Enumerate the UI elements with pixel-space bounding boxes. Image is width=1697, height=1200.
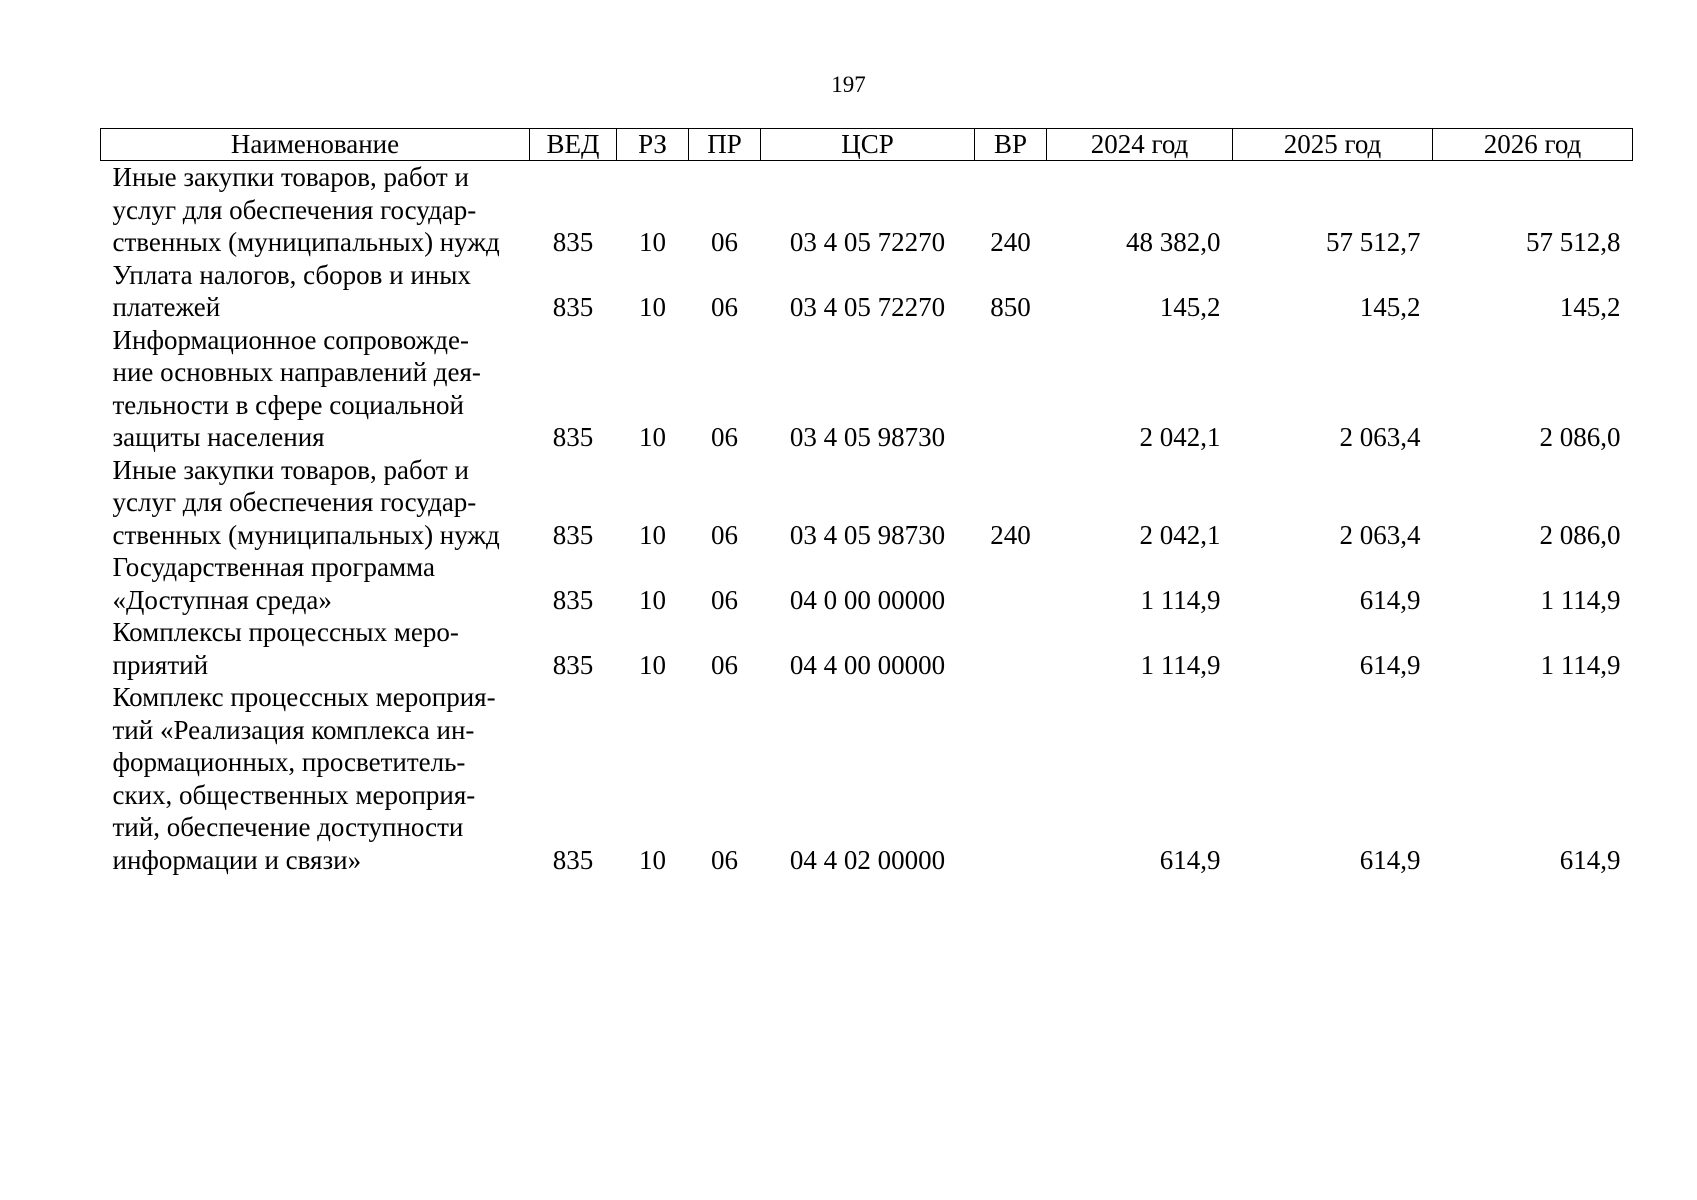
row-ved: 835 (552, 227, 594, 257)
header-vr: ВР (975, 129, 1047, 161)
row-2025: 145,2 (1359, 292, 1421, 322)
table-row (101, 161, 1633, 259)
header-ved: ВЕД (530, 129, 617, 161)
row-name-line: формационных, просветитель- (112, 747, 466, 777)
row-name-line: «Доступная среда» (112, 584, 332, 615)
table-row (101, 454, 1633, 552)
row-name-line: информации и связи» (112, 844, 362, 875)
row-name-line: платежей (112, 292, 221, 322)
row-pr: 06 (711, 227, 738, 257)
table-header (101, 129, 1633, 161)
row-rz: 10 (639, 227, 666, 257)
row-2024: 1 114,9 (1140, 649, 1221, 680)
row-name-line: Комплексы процессных меро- (112, 617, 459, 647)
row-name-line: Иные закупки товаров, работ и (112, 162, 469, 192)
row-2026: 57 512,8 (1526, 227, 1621, 257)
row-rz: 10 (639, 649, 666, 680)
row-2024: 48 382,0 (1126, 227, 1221, 257)
row-csr: 03 4 05 72270 (789, 227, 946, 257)
row-name-line: услуг для обеспечения государ- (112, 487, 477, 517)
row-name-line: тий, обеспечение доступности (112, 812, 464, 842)
row-name (101, 551, 530, 616)
row-2026: 1 114,9 (1540, 649, 1621, 680)
header-pr: ПР (689, 129, 761, 161)
row-2024: 614,9 (1159, 844, 1221, 875)
row-vr (975, 681, 1047, 876)
row-ved: 835 (552, 519, 594, 550)
page-number: 197 (831, 72, 866, 97)
row-name-line: ние основных направлений дея- (112, 357, 481, 387)
row-csr: 04 4 02 00000 (789, 844, 946, 875)
row-2024: 2 042,1 (1139, 422, 1221, 452)
row-name-line: Иные закупки товаров, работ и (112, 454, 469, 485)
row-rz: 10 (639, 422, 666, 452)
row-2024: 145,2 (1159, 292, 1221, 322)
row-name-line: услуг для обеспечения государ- (112, 194, 477, 225)
row-2026: 1 114,9 (1540, 584, 1621, 615)
header-2026: 2026 год (1433, 129, 1633, 161)
row-ved: 835 (552, 292, 594, 322)
row-csr: 04 0 00 00000 (789, 584, 946, 615)
row-vr: 240 (990, 227, 1031, 257)
table-row (101, 616, 1633, 681)
row-2025: 2 063,4 (1339, 519, 1421, 550)
row-2025: 614,9 (1359, 649, 1421, 680)
row-rz: 10 (639, 584, 666, 615)
row-name-line: ских, общественных мероприя- (112, 779, 476, 810)
table-row (101, 324, 1633, 454)
row-csr: 03 4 05 72270 (789, 292, 946, 322)
row-pr: 06 (711, 422, 738, 452)
row-ved: 835 (552, 844, 594, 875)
header-row (101, 129, 1633, 161)
row-pr: 06 (711, 844, 738, 875)
row-name (101, 681, 530, 876)
row-pr: 06 (711, 649, 738, 680)
row-2026: 614,9 (1559, 844, 1621, 875)
row-2026: 145,2 (1559, 292, 1621, 322)
row-name-line: Уплата налогов, сборов и иных (112, 259, 471, 290)
row-2024: 1 114,9 (1140, 584, 1221, 615)
row-ved: 835 (552, 649, 594, 680)
row-rz: 10 (639, 519, 666, 550)
row-name-line: защиты населения (112, 422, 325, 452)
row-rz: 10 (639, 292, 666, 322)
row-ved: 835 (552, 422, 594, 452)
table-row (101, 551, 1633, 616)
row-ved: 835 (552, 584, 594, 615)
row-2025: 614,9 (1359, 844, 1421, 875)
row-vr (975, 551, 1047, 616)
row-name (101, 259, 530, 324)
row-name (101, 161, 530, 259)
row-name (101, 324, 530, 454)
row-name-line: Государственная программа (112, 552, 435, 582)
table-body (101, 161, 1633, 877)
header-csr: ЦСР (761, 129, 975, 161)
row-name (101, 616, 530, 681)
row-2025: 57 512,7 (1326, 227, 1421, 257)
row-name-line: Информационное сопровожде- (112, 324, 469, 355)
row-pr: 06 (711, 292, 738, 322)
table-row (101, 681, 1633, 876)
row-2024: 2 042,1 (1139, 519, 1221, 550)
row-rz: 10 (639, 844, 666, 875)
row-name (101, 454, 530, 552)
row-vr (975, 616, 1047, 681)
row-csr: 04 4 00 00000 (789, 649, 946, 680)
row-vr (975, 324, 1047, 454)
row-name-line: Комплекс процессных мероприя- (112, 682, 496, 712)
row-vr: 240 (990, 519, 1031, 550)
table-row (101, 259, 1633, 324)
header-rz: РЗ (617, 129, 689, 161)
row-name-line: тий «Реализация комплекса ин- (112, 714, 475, 745)
row-pr: 06 (711, 519, 738, 550)
header-name: Наименование (101, 129, 530, 161)
header-2025: 2025 год (1233, 129, 1433, 161)
row-pr: 06 (711, 584, 738, 615)
row-2026: 2 086,0 (1539, 422, 1621, 452)
row-name-line: приятий (112, 649, 209, 680)
row-csr: 03 4 05 98730 (789, 519, 946, 550)
row-name-line: ственных (муниципальных) нужд (112, 227, 500, 257)
row-name-line: тельности в сфере социальной (112, 389, 464, 420)
row-vr: 850 (990, 292, 1031, 322)
row-2025: 614,9 (1359, 584, 1421, 615)
row-csr: 03 4 05 98730 (789, 422, 946, 452)
row-2026: 2 086,0 (1539, 519, 1621, 550)
budget-table (100, 128, 1633, 876)
row-name-line: ственных (муниципальных) нужд (112, 519, 500, 550)
row-2025: 2 063,4 (1339, 422, 1421, 452)
header-2024: 2024 год (1047, 129, 1233, 161)
